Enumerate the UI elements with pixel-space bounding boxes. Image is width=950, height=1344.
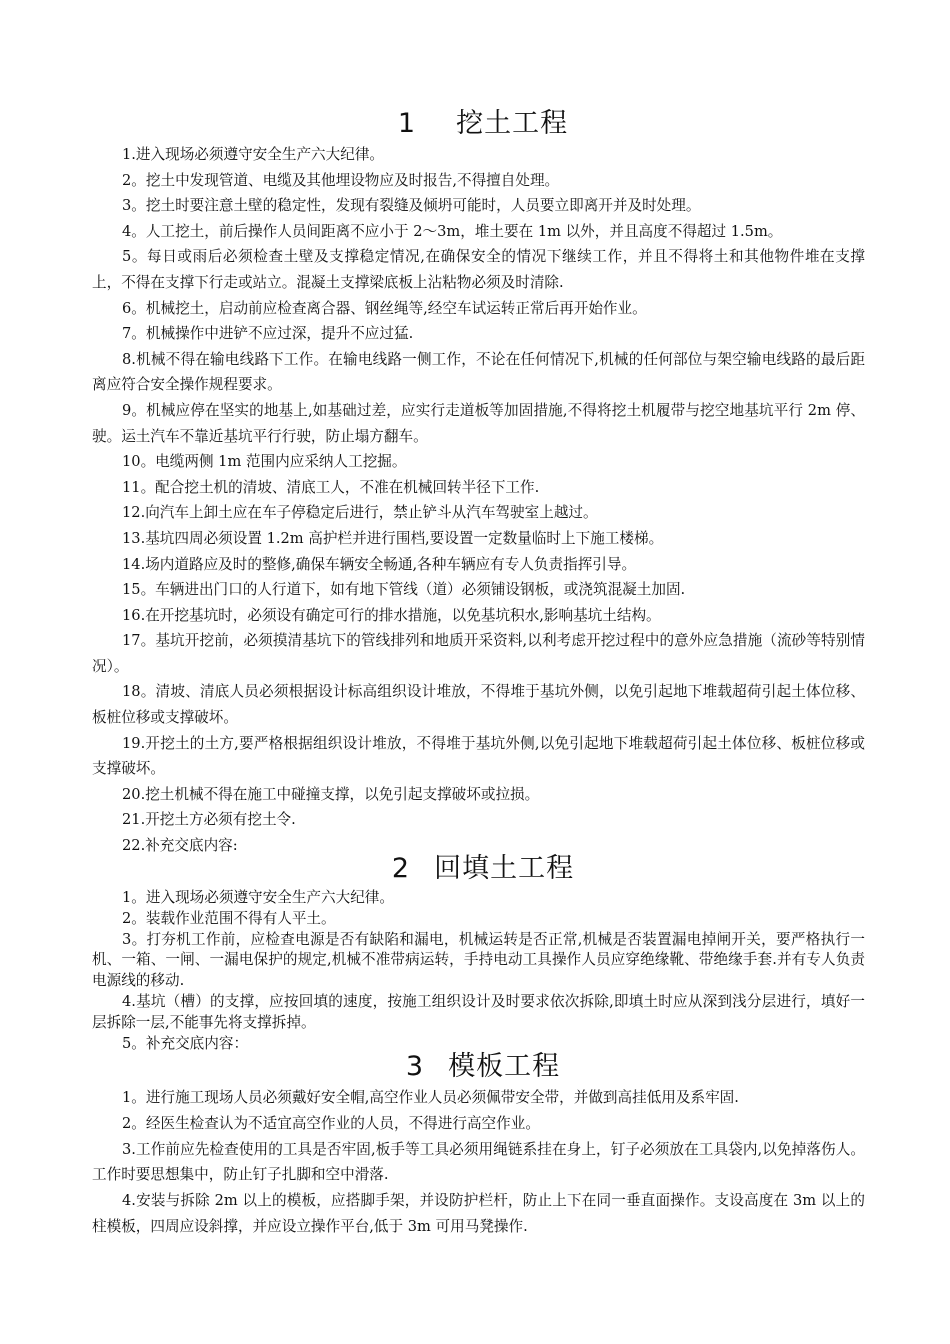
list-item: 16.在开挖基坑时，必须设有确定可行的排水措施，以免基坑积水,影响基坑土结构。 <box>122 606 661 624</box>
list-item: 17。基坑开挖前，必须摸清基坑下的管线排列和地质开采资料,以利考虑开挖过程中的意外应急措施（流砂等特别情况）。 <box>92 632 865 675</box>
list-item: 4.基坑（槽）的支撑，应按回填的速度，按施工组织设计及时要求依次拆除,即填土时应从深到浅分层进行，填好一层拆除一层,不能事先将支撑拆掉。 <box>92 992 865 1031</box>
list-item: 8.机械不得在输电线路下工作。在输电线路一侧工作，不论在任何情况下,机械的任何部位与架空输电线路的最后距离应符合安全操作规程要求。 <box>92 350 865 394</box>
list-item: 5。每日或雨后必须检查土壁及支撑稳定情况,在确保安全的情况下继续工作，并且不得将土和其他物件堆在支撑上，不得在支撑下行走或站立。混凝土支撑梁底板上沾粘物必须及时清除. <box>92 248 865 291</box>
list-item: 12.向汽车上卸土应在车子停稳定后进行，禁止铲斗从汽车驾驶室上越过。 <box>122 504 598 522</box>
section-number: 2 <box>391 853 411 884</box>
list-item: 2。挖土中发现管道、电缆及其他埋设物应及时报告,不得擅自处理。 <box>122 171 560 189</box>
list-item: 18。清坡、清底人员必须根据设计标高组织设计堆放，不得堆于基坑外侧，以免引起地下堆载超荷引起土体位移、板桩位移或支撑破坏。 <box>92 683 865 727</box>
list-item: 15。车辆进出门口的人行道下，如有地下管线（道）必须铺设钢板，或浇筑混凝土加固. <box>122 581 686 599</box>
list-item: 13.基坑四周必须设置 1.2m 高护栏并进行围档,要设置一定数量临时上下施工楼梯。 <box>122 529 664 547</box>
list-item: 3。打夯机工作前，应检查电源是否有缺陷和漏电，机械运转是否正常,机械是否装置漏电掉闸开关，要严格执行一机、一箱、一闸、一漏电保护的规定,机械不准带病运转，手持电动工具操作人员应穿绝缘靴、带绝缘手套.并有专人负责电源线的移动. <box>92 930 865 990</box>
list-item: 10。电缆两侧 1m 范围内应采纳人工挖掘。 <box>122 453 407 471</box>
list-item: 6。机械挖土，启动前应检查离合器、钢丝绳等,经空车试运转正常后再开始作业。 <box>122 299 647 317</box>
list-item: 21.开挖土方必须有挖土令. <box>122 811 296 829</box>
list-item: 1.进入现场必须遵守安全生产六大纪律。 <box>122 146 385 163</box>
list-item: 2。装载作业范围不得有人平土。 <box>122 909 336 927</box>
list-item: 19.开挖土的土方,要严格根据组织设计堆放，不得堆于基坑外侧,以免引起地下堆载超荷引起土体位移、板桩位移或支撑破坏。 <box>92 734 865 778</box>
section-title-text: 挖土工程 <box>456 108 569 139</box>
section-number: 3 <box>405 1051 425 1082</box>
list-item: 22.补充交底内容: <box>122 837 238 855</box>
list-item: 3。挖土时要注意土壁的稳定性，发现有裂缝及倾坍可能时，人员要立即离开并及时处理。 <box>122 197 701 215</box>
list-item: 1。进行施工现场人员必须戴好安全帽,高空作业人员必须佩带安全带，并做到高挂低用及系牢固. <box>122 1089 739 1106</box>
section-heading <box>8 852 950 886</box>
list-item: 14.场内道路应及时的整修,确保车辆安全畅通,各种车辆应有专人负责指挥引导。 <box>122 555 637 573</box>
list-item: 4。人工挖土，前后操作人员间距离不应小于 2～3m，堆土要在 1m 以外，并且高度不得超过 1.5m。 <box>122 222 783 240</box>
section-item-list <box>0 888 950 1054</box>
section-number: 1 <box>397 108 417 139</box>
section-excavation <box>0 108 950 859</box>
list-item: 2。经医生检查认为不适宜高空作业的人员，不得进行高空作业。 <box>122 1114 540 1132</box>
list-item: 3.工作前应先检查使用的工具是否牢固,板手等工具必须用绳链系挂在身上，钉子必须放在工具袋内,以免掉落伤人。工作时要思想集中，防止钉子扎脚和空中滑落. <box>92 1140 865 1184</box>
section-title-text: 模板工程 <box>448 1051 561 1082</box>
section-title-text: 回填土工程 <box>434 853 575 884</box>
section-item-list <box>0 142 950 859</box>
section-heading <box>8 108 950 140</box>
list-item: 7。机械操作中进铲不应过深，提升不应过猛. <box>122 325 414 343</box>
list-item: 9。机械应停在坚实的地基上,如基础过差，应实行走道板等加固措施,不得将挖土机履带与挖空地基坑平行 2m 停、驶。运土汽车不靠近基坑平行行驶，防止塌方翻车。 <box>92 401 865 445</box>
section-item-list <box>0 1085 950 1240</box>
section-formwork <box>0 1050 950 1240</box>
list-item: 4.安装与拆除 2m 以上的模板，应搭脚手架，并设防护栏杆，防止上下在同一垂直面操作。支设高度在 3m 以上的柱模板，四周应设斜撑，并应设立操作平台,低于 3m 可用马凳操作. <box>92 1192 865 1235</box>
section-heading <box>8 1050 950 1084</box>
list-item: 5。补充交底内容： <box>122 1034 249 1052</box>
section-backfill <box>0 852 950 1054</box>
list-item: 20.挖土机械不得在施工中碰撞支撑，以免引起支撑破坏或拉损。 <box>122 785 540 803</box>
list-item: 11。配合挖土机的清坡、清底工人，不准在机械回转半径下工作. <box>122 478 540 496</box>
list-item: 1。进入现场必须遵守安全生产六大纪律。 <box>122 889 394 906</box>
